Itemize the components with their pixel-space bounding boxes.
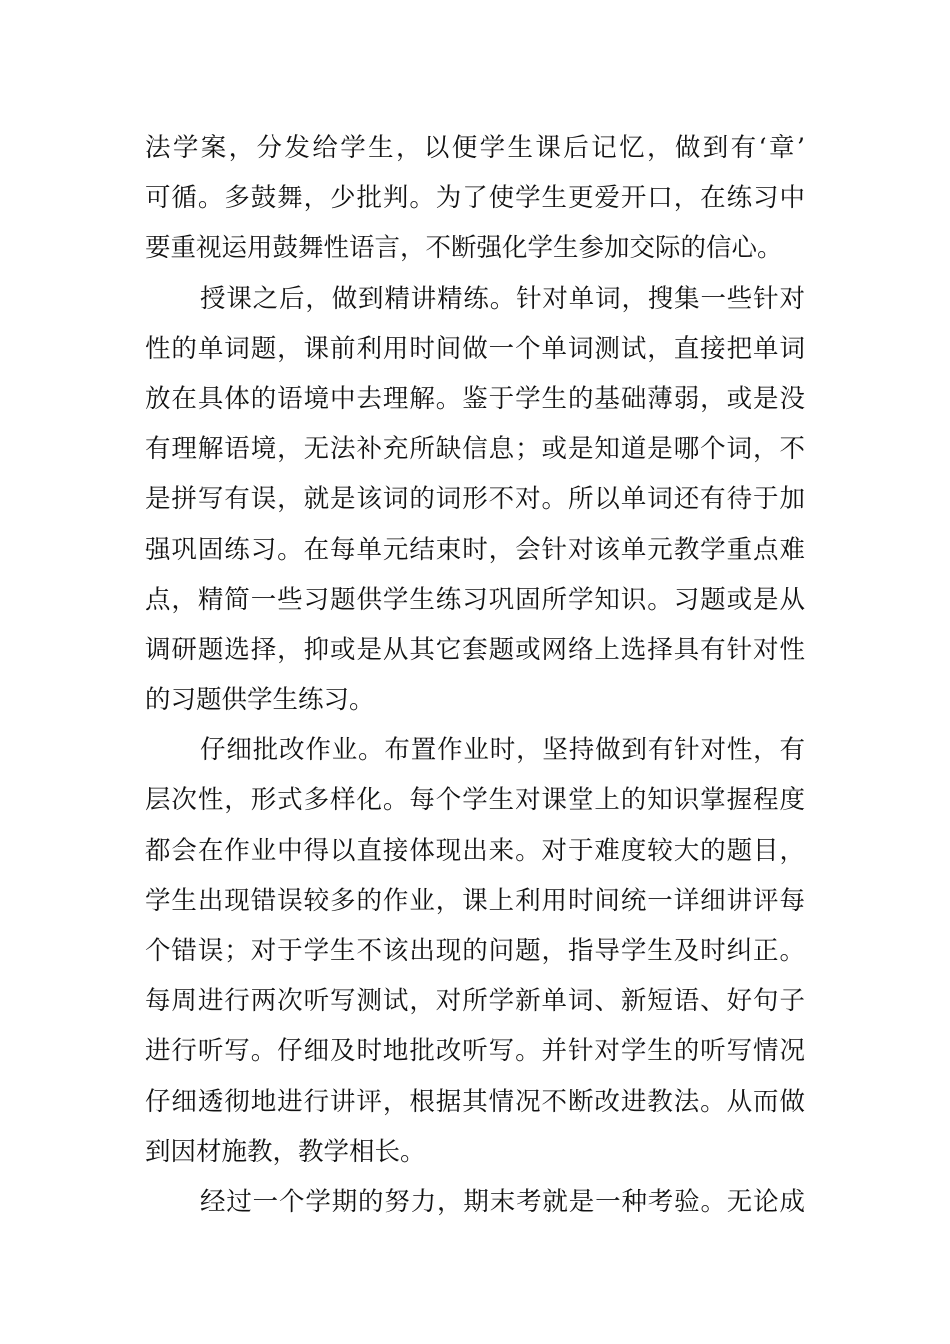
text-line: 仔细透彻地进行讲评，根据其情况不断改进教法。从而做 xyxy=(145,1086,805,1117)
document-body xyxy=(145,123,805,1227)
text-line: 放在具体的语境中去理解。鉴于学生的基础薄弱，或是没 xyxy=(145,383,805,414)
paragraph xyxy=(145,274,805,726)
text-line: 性的单词题，课前利用时间做一个单词测试，直接把单词 xyxy=(145,333,805,364)
text-line: 要重视运用鼓舞性语言，不断强化学生参加交际的信心。 xyxy=(145,233,783,264)
text-line: 强巩固练习。在每单元结束时，会针对该单元教学重点难 xyxy=(145,534,805,565)
text-line: 是拼写有误，就是该词的词形不对。所以单词还有待于加 xyxy=(145,484,805,515)
text-line: 每周进行两次听写测试，对所学新单词、新短语、好句子 xyxy=(145,986,805,1017)
text-line: 点，精简一些习题供学生练习巩固所学知识。习题或是从 xyxy=(145,584,805,615)
text-line: 调研题选择，抑或是从其它套题或网络上选择具有针对性 xyxy=(145,634,805,665)
text-line: 学生出现错误较多的作业，课上利用时间统一详细讲评每 xyxy=(145,885,805,916)
text-line: 的习题供学生练习。 xyxy=(145,685,375,716)
paragraph xyxy=(145,725,805,1177)
text-line: 层次性，形式多样化。每个学生对课堂上的知识掌握程度 xyxy=(145,785,805,816)
text-line: 到因材施教，教学相长。 xyxy=(145,1136,426,1167)
text-line: 经过一个学期的努力，期末考就是一种考验。无论成 xyxy=(200,1186,805,1217)
text-line: 法学案，分发给学生，以便学生课后记忆，做到有‘章’ xyxy=(145,133,805,163)
text-line: 可循。多鼓舞，少批判。为了使学生更爱开口，在练习中 xyxy=(145,183,805,214)
text-line: 都会在作业中得以直接体现出来。对于难度较大的题目， xyxy=(145,835,805,866)
text-line: 仔细批改作业。布置作业时，坚持做到有针对性，有 xyxy=(200,735,805,766)
text-line: 个错误；对于学生不该出现的问题，指导学生及时纠正。 xyxy=(145,936,805,966)
paragraph xyxy=(145,1177,805,1227)
paragraph xyxy=(145,123,805,274)
text-line: 有理解语境，无法补充所缺信息；或是知道是哪个词，不 xyxy=(145,434,805,465)
text-line: 进行听写。仔细及时地批改听写。并针对学生的听写情况 xyxy=(145,1036,805,1067)
text-line: 授课之后，做到精讲精练。针对单词，搜集一些针对 xyxy=(200,283,805,314)
